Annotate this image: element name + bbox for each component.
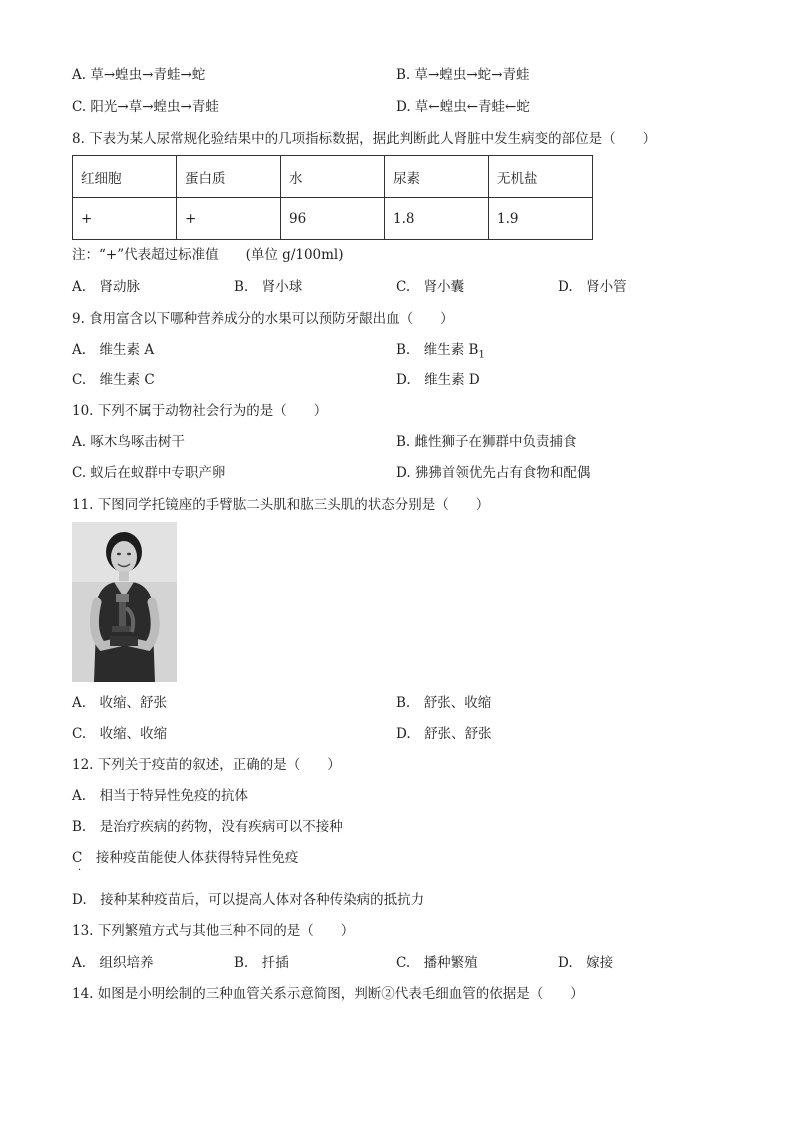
q9-stem: 9. 食用富含以下哪种营养成分的水果可以预防牙龈出血（ ） (72, 311, 454, 327)
q7-option-d: D. 草←蝗虫←青蛙←蛇 (396, 99, 530, 115)
q11-option-a: A. 收缩、舒张 (72, 695, 168, 711)
q7-option-c: C. 阳光→草→蝗虫→青蛙 (72, 99, 219, 115)
table-header-cell: 尿素 (385, 156, 489, 198)
table-cell: 1.9 (489, 198, 593, 240)
q11-option-b: B. 舒张、收缩 (396, 695, 492, 711)
q9-option-d: D. 维生素 D (396, 372, 480, 388)
table-header-row (73, 156, 593, 198)
q8-option-d: D. 肾小管 (558, 279, 627, 295)
q12-option-c: C 接种疫苗能使人体获得特异性免疫 (72, 850, 299, 866)
table-header-cell: 无机盐 (489, 156, 593, 198)
q7-option-b: B. 草→蝗虫→蛇→青蛙 (396, 67, 530, 83)
q8-stem: 8. 下表为某人尿常规化验结果中的几项指标数据，据此判断此人肾脏中发生病变的部位是（ ） (72, 131, 657, 147)
q10-option-d: D. 狒狒首领优先占有食物和配偶 (396, 465, 591, 481)
student-microscope-photo (72, 522, 177, 682)
q8-option-c: C. 肾小囊 (396, 279, 465, 295)
table-row (73, 198, 593, 240)
table-cell: + (177, 198, 281, 240)
table-cell: 1.8 (385, 198, 489, 240)
q13-option-b: B. 扦插 (234, 955, 289, 971)
q14-stem: 14. 如图是小明绘制的三种血管关系示意简图，判断②代表毛细血管的依据是（ ） (72, 986, 584, 1002)
q10-option-c: C. 蚁后在蚁群中专职产卵 (72, 465, 226, 481)
stray-dot: · (78, 865, 82, 876)
q12-option-a: A. 相当于特异性免疫的抗体 (72, 788, 249, 804)
q10-option-a: A. 啄木鸟啄击树干 (72, 434, 185, 450)
q9-option-b-subscript: 1 (478, 349, 485, 361)
q8-note: 注：“+”代表超过标准值 (单位 g/100ml) (72, 247, 344, 263)
q9-option-a: A. 维生素 A (72, 342, 155, 358)
q11-stem: 11. 下图同学托镜座的手臂肱二头肌和肱三头肌的状态分别是（ ） (72, 497, 490, 513)
table-header-cell: 水 (281, 156, 385, 198)
q12-option-b: B. 是治疗疾病的药物，没有疾病可以不接种 (72, 819, 343, 835)
q9-option-b (396, 341, 485, 359)
q10-option-b: B. 雌性狮子在狮群中负责捕食 (396, 434, 577, 450)
q9-option-c: C. 维生素 C (72, 372, 155, 388)
table-header-cell: 蛋白质 (177, 156, 281, 198)
table-cell: + (73, 198, 177, 240)
q12-stem: 12. 下列关于疫苗的叙述，正确的是（ ） (72, 757, 341, 773)
urine-test-table (72, 155, 593, 240)
q13-option-a: A. 组织培养 (72, 955, 154, 971)
q12-option-d: D. 接种某种疫苗后，可以提高人体对各种传染病的抵抗力 (72, 892, 425, 908)
q8-option-b: B. 肾小球 (234, 279, 303, 295)
q10-stem: 10. 下列不属于动物社会行为的是（ ） (72, 403, 328, 419)
q9-option-b-text: B. 维生素 B (396, 342, 479, 358)
q13-stem: 13. 下列繁殖方式与其他三种不同的是（ ） (72, 923, 355, 939)
table-cell: 96 (281, 198, 385, 240)
q8-option-a: A. 肾动脉 (72, 279, 141, 295)
q11-option-c: C. 收缩、收缩 (72, 726, 168, 742)
q13-option-c: C. 播种繁殖 (396, 955, 478, 971)
table-header-cell: 红细胞 (73, 156, 177, 198)
q13-option-d: D. 嫁接 (558, 955, 614, 971)
q7-option-a: A. 草→蝗虫→青蛙→蛇 (72, 67, 206, 83)
q11-option-d: D. 舒张、舒张 (396, 726, 492, 742)
